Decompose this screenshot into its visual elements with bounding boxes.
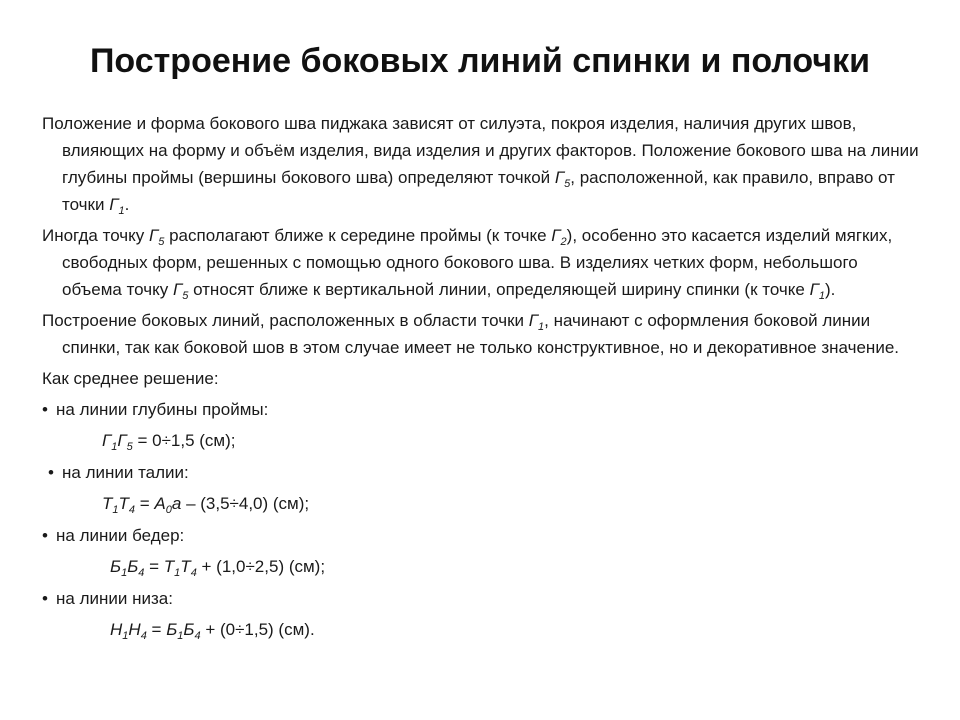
bullet-hem: • на линии низа: [42, 585, 922, 612]
p3-line-1: Построение боковых линий, расположенных в области точки $Г_1$, начинают с оформления [42, 311, 749, 333]
p1-line-3: Положение бокового шва на линии глубины проймы (вершины бокового шва) определяют [62, 141, 919, 187]
slide-title: Построение боковых линий спинки и полочки [89, 42, 871, 80]
p1-line-4: точкой $Г_5$, расположенной, как правило, вправо от точки $Г_1$. [62, 168, 895, 217]
point-g1: $Г_1$ [109, 195, 125, 217]
p1-line-2: других швов, влияющих на форму и объём изделия, вида изделия и других факторов. [62, 114, 857, 160]
paragraph-1 [42, 110, 922, 218]
p2-line-3: четких форм, небольшого объема точку $Г_5$ относят ближе к вертикальной линии, [62, 253, 858, 302]
formula-waist: $Т_1Т_4 = А_0a - (3,5\div 4,0)$ (см); [102, 494, 310, 516]
formula-hips: $Б_1Б_4 = Т_1Т_4 + (1,0\div 2,5)$ (см); [110, 557, 326, 579]
p2-line-2: изделий мягких, свободных форм, решенных с помощью одного бокового шва. В изделиях [62, 226, 893, 272]
p2-line-1: Иногда точку $Г_5$ располагают ближе к середине проймы (к точке $Г_2$), особенно это касается [42, 226, 761, 248]
formula-armhole: $Г_1Г_5 = 0\div 1,5$ (см); [102, 431, 236, 453]
formula-hem: $Н_1Н_4 = Б_1Б_4 + (0\div 1,5)$ (см). [110, 620, 315, 642]
bullet-dot-icon: • [42, 526, 48, 545]
point-g5: $Г_5$ [554, 168, 571, 190]
bullet-dot-icon: • [42, 589, 48, 608]
bullet-hips: • на линии бедер: [42, 522, 922, 549]
p2-line-4: определяющей ширину спинки (к точке $Г_1$). [496, 280, 836, 302]
p3-line-3: но и декоративное значение. [669, 338, 899, 357]
p3-line-2: боковой линии спинки, так как боковой шов в этом случае имеет не только конструктивное, [62, 311, 871, 357]
bullet-armhole-depth: • на линии глубины проймы: [42, 396, 922, 423]
bullet-waist: • на линии талии: [42, 459, 922, 486]
paragraph-4: Как среднее решение: [42, 369, 219, 388]
paragraph-3 [42, 307, 922, 361]
paragraph-2 [42, 222, 922, 303]
bullet-dot-icon: • [48, 463, 54, 482]
bullet-dot-icon: • [42, 400, 48, 419]
p1-line-1: Положение и форма бокового шва пиджака зависят от силуэта, покроя изделия, наличия [42, 114, 750, 133]
slide-content [42, 110, 922, 648]
